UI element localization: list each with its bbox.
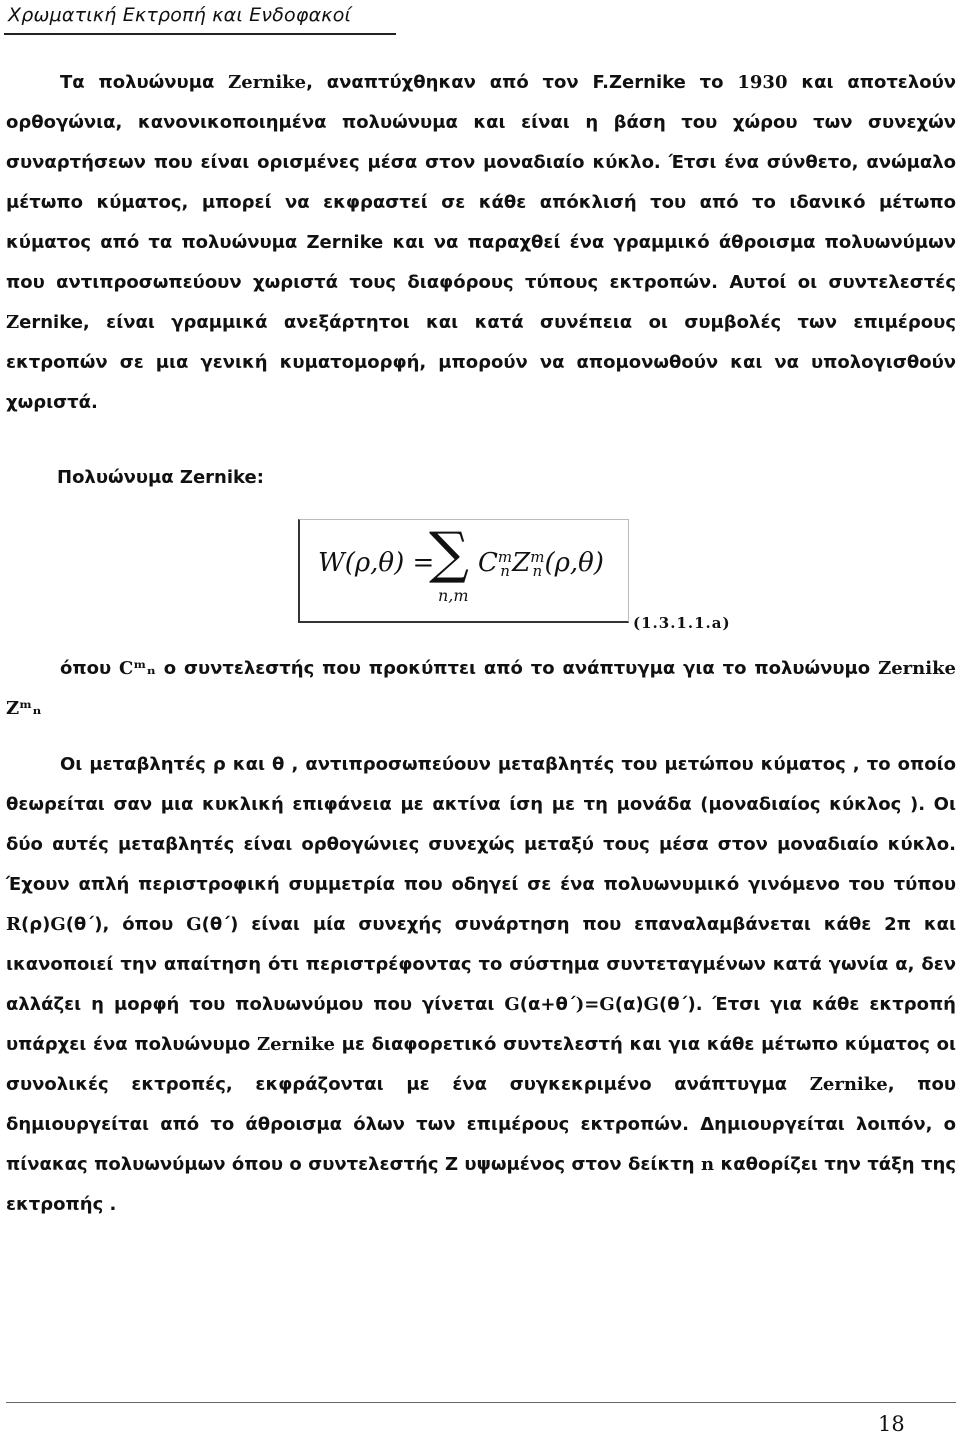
body-text-11: καθορίζει την τάξη της εκτροπής . bbox=[6, 1154, 957, 1215]
formula-coef-sup: m bbox=[497, 548, 513, 566]
body-text-7: (α) bbox=[614, 994, 644, 1015]
summation-symbol: ∑ bbox=[429, 521, 469, 586]
body-text-10: , που δημιουργείται από το άθροισμα όλων των επιμέρους εκτροπών. Δημιουργείται λοιπόν, ο πίνακας πολυωνύμων όπου ο συντελεστής Ζ υψωμένος στον δείκτη bbox=[6, 1074, 956, 1175]
where-zernike-term: Zernike Zᵐₙ bbox=[6, 658, 956, 719]
body-zernike-1: Zernike bbox=[256, 1034, 335, 1055]
body-text-8: (θ΄). Έτσι για κάθε εκτροπή υπάρχει ένα πολυώνυμο bbox=[6, 994, 957, 1055]
body-text-6: )= bbox=[575, 994, 600, 1015]
body-g4: G bbox=[599, 994, 615, 1015]
where-text-2: ο συντελεστής που προκύπτει από το ανάπτυγμα για το πολυώνυμο bbox=[155, 658, 879, 679]
body-g2: G bbox=[186, 914, 202, 935]
intro-text-1: Τα πολυώνυμα bbox=[60, 72, 229, 93]
footer-rule bbox=[6, 1402, 956, 1403]
body-text-2: (ρ) bbox=[20, 914, 51, 935]
body-zernike-2: Zernike bbox=[809, 1074, 888, 1095]
body-paragraph bbox=[6, 745, 956, 1225]
where-text-1: όπου bbox=[60, 658, 120, 679]
intro-paragraph bbox=[6, 63, 956, 423]
formula-image bbox=[298, 519, 629, 623]
body-n: n bbox=[700, 1154, 715, 1175]
header-title: Χρωματική Εκτροπή και Ενδοφακοί bbox=[8, 4, 352, 26]
formula-coef-sub: n bbox=[500, 562, 510, 580]
formula-lhs: W(ρ,θ) = bbox=[318, 548, 435, 578]
intro-text-4: ernike, είναι γραμμικά ανεξάρτητοι και κατά συνέπεια οι συμβολές των επιμέρους εκτροπών σε μια γενική κυματομορφή, μπορούν να απομονωθούν και να υπολογισθούν χωριστά. bbox=[6, 312, 956, 413]
formula-z-sup: m bbox=[530, 548, 545, 566]
body-text-5: (α+θ΄ bbox=[519, 994, 576, 1015]
intro-text-3: και αποτελούν ορθογώνια, κανονικοποιημένα πολυώνυμα και είναι η βάση του χώρου των συνεχών συναρτήσεων που είναι ορισμένες μέσα στον μοναδιαίο κύκλο. Έτσι ένα σύνθετο, ανώμαλο μέτωπο κύματος, μπορεί να εκφραστεί σε κάθε απόκλισή του από το ιδανικό μέτωπο κύματος από τα πολυώνυμα Zernike και να παραχθεί ένα γραμμικό άθροισμα πολυωνύμων που αντιπροσωπεύουν χωριστά τους διαφόρους τύπους εκτροπών. Αυτοί οι συντελεστές bbox=[6, 72, 957, 293]
formula-coef-letter: C bbox=[478, 548, 498, 578]
where-paragraph bbox=[6, 649, 956, 729]
body-r: R bbox=[6, 914, 21, 935]
equation-number: (1.3.1.1.a) bbox=[633, 614, 731, 632]
formula-caption: Πολυώνυμα Zernike: bbox=[57, 467, 264, 488]
body-text-9: με διαφορετικό συντελεστή και για κάθε μέτωπο κύματος οι συνολικές εκτροπές, εκφράζονται με ένα συγκεκριμένο ανάπτυγμα bbox=[6, 1034, 956, 1095]
intro-zernike-term: Zernike bbox=[228, 72, 307, 93]
where-coefficient: Cᵐₙ bbox=[119, 658, 156, 679]
intro-text-2: , αναπτύχθηκαν από τον F.Zernike το bbox=[306, 72, 738, 93]
formula-z-letter: Z bbox=[512, 548, 531, 578]
intro-z-letter: Z bbox=[6, 312, 20, 333]
formula-rhs bbox=[478, 548, 604, 578]
formula-z-sub: n bbox=[532, 562, 543, 580]
formula-args: (ρ,θ) bbox=[544, 548, 604, 578]
running-header bbox=[4, 0, 396, 35]
body-g5: G bbox=[643, 994, 659, 1015]
page-number: 18 bbox=[878, 1412, 905, 1436]
body-text-4: (θ΄) είναι μία συνεχής συνάρτηση που επαναλαμβάνεται κάθε 2π και ικανοποιεί την απαίτηση ότι περιστρέφοντας το σύστημα συντεταγμένων κατά γωνία α, δεν αλλάζει η μορφή του πολυωνύμου που γίνεται bbox=[6, 914, 956, 1015]
body-text-3: (θ΄), όπου bbox=[65, 914, 187, 935]
body-g3: G bbox=[504, 994, 520, 1015]
summation-index: n,m bbox=[438, 586, 469, 605]
body-g1: G bbox=[50, 914, 66, 935]
intro-year: 1930 bbox=[737, 72, 788, 93]
body-text-1: Οι μεταβλητές ρ και θ , αντιπροσωπεύουν μεταβλητές του μετώπου κύματος , το οποίο θεωρείται σαν μια κυκλική επιφάνεια με ακτίνα ίση με τη μονάδα (μοναδιαίος κύκλος ). Οι δύο αυτές μεταβλητές είναι ορθογώνιες συνεχώς μεταξύ τους μέσα στον μοναδιαίο κύκλο. Έχουν απλή περιστροφική συμμετρία που οδηγεί σε ένα πολυωνυμικό γινόμενο του τύπου bbox=[6, 754, 956, 895]
